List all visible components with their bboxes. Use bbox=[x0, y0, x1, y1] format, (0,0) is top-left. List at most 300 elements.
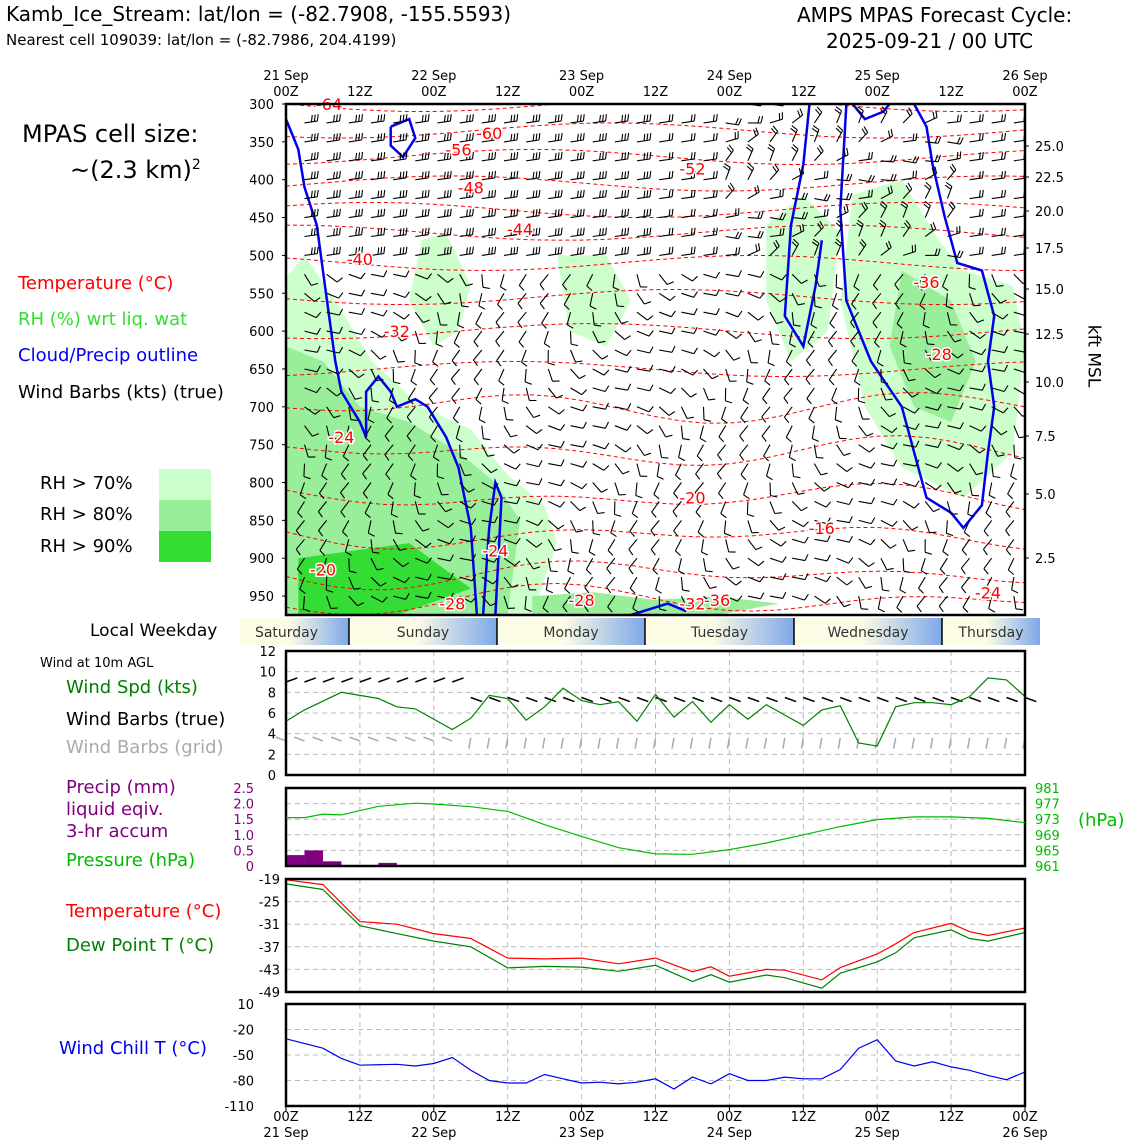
temperature-y-tick-label: -19 bbox=[258, 873, 280, 888]
true-wind-barb bbox=[711, 698, 722, 702]
wind-barb-shaft bbox=[637, 178, 650, 180]
wind-barb-shaft bbox=[704, 350, 715, 357]
true-wind-barb bbox=[397, 678, 408, 682]
wind-barb-shaft bbox=[748, 293, 760, 298]
wind-barb-flag bbox=[728, 185, 732, 191]
wind-barb bbox=[786, 426, 792, 442]
wind-barb bbox=[482, 190, 496, 199]
wind-barb-flag bbox=[474, 342, 478, 348]
wind-barb-shaft bbox=[814, 539, 827, 541]
wind-barb-shaft bbox=[659, 197, 672, 199]
wind-barb bbox=[460, 247, 474, 256]
wind-barb-flag bbox=[672, 133, 673, 140]
wind-barb-flag bbox=[982, 152, 983, 159]
wind-barb bbox=[897, 596, 903, 612]
wind-barb-flag bbox=[314, 115, 315, 122]
wind-y-tick-label: 8 bbox=[267, 686, 276, 702]
wind-barb bbox=[608, 539, 615, 555]
temperature-contour-label: -24 bbox=[482, 541, 509, 561]
legend-rh90-label: RH > 90% bbox=[40, 536, 133, 557]
wind-barb bbox=[548, 460, 564, 466]
wind-barb-flag bbox=[555, 115, 556, 122]
wind-barb-shaft bbox=[764, 445, 770, 456]
wind-barb-flag bbox=[716, 272, 720, 278]
wind-barb-shaft bbox=[659, 426, 666, 437]
weekday-day-label: Sunday bbox=[396, 625, 450, 641]
wind-barb-flag bbox=[561, 95, 562, 102]
wind-barb-flag bbox=[687, 417, 694, 418]
wind-barb-flag bbox=[694, 209, 695, 216]
wind-barb bbox=[496, 312, 504, 328]
wind-barb-shaft bbox=[837, 426, 840, 439]
grid-wind-barb bbox=[691, 738, 693, 749]
wind-barb-shaft bbox=[327, 140, 340, 142]
wind-barb-shaft bbox=[1008, 483, 1014, 494]
wind-barb-flag bbox=[694, 228, 695, 235]
true-wind-barb bbox=[434, 678, 445, 682]
wind-barb-shaft bbox=[415, 235, 428, 237]
wind-barb-flag bbox=[555, 210, 556, 217]
wind-barb-shaft bbox=[832, 388, 837, 400]
wind-barb-shaft bbox=[526, 140, 539, 142]
wind-barb-flag bbox=[403, 171, 404, 178]
wind-chill-y-tick-label: 10 bbox=[237, 998, 254, 1013]
wind-barb-shaft bbox=[371, 331, 382, 337]
wind-barb-flag bbox=[317, 133, 318, 140]
wind-barb-flag bbox=[340, 152, 341, 159]
wind-barb bbox=[881, 539, 896, 548]
wind-barb-flag bbox=[939, 587, 943, 593]
wind-barb-flag bbox=[798, 110, 801, 117]
legend-rh80-label: RH > 80% bbox=[40, 504, 133, 525]
wind-barb-shaft bbox=[526, 483, 539, 485]
true-wind-barb bbox=[600, 698, 611, 702]
wind-barb bbox=[460, 114, 474, 123]
wind-barb bbox=[438, 190, 452, 199]
wind-barb-shaft bbox=[748, 134, 759, 142]
wind-barb bbox=[919, 577, 926, 593]
wind-barb bbox=[768, 145, 775, 161]
pressure-tick-label: 850 bbox=[249, 514, 274, 530]
wind-barb-flag bbox=[606, 247, 607, 254]
wind-barb-shaft bbox=[615, 426, 627, 431]
wind-barb-flag bbox=[1002, 190, 1003, 197]
wind-barb bbox=[571, 501, 586, 510]
wind-barb-flag bbox=[514, 171, 515, 178]
wind-barb-shaft bbox=[415, 350, 416, 363]
wind-barb-shaft bbox=[548, 426, 560, 431]
wind-barb-shaft bbox=[504, 407, 506, 420]
wind-barb-flag bbox=[817, 458, 824, 459]
wind-barb-shaft bbox=[615, 140, 628, 142]
wind-barb-flag bbox=[516, 464, 521, 469]
wind-barb-shaft bbox=[615, 483, 619, 495]
wind-barb-flag bbox=[694, 308, 697, 314]
wind-barb-shaft bbox=[989, 483, 992, 496]
wind-barb bbox=[615, 445, 631, 452]
wind-barb-flag bbox=[334, 248, 335, 255]
grid-wind-barb bbox=[1005, 738, 1007, 749]
wind-barb-shaft bbox=[719, 426, 726, 437]
wind-barb-flag bbox=[492, 152, 493, 159]
wind-barb bbox=[548, 388, 563, 398]
wind-barb-flag bbox=[824, 194, 827, 200]
wind-barb bbox=[393, 114, 407, 123]
wind-barb-flag bbox=[647, 115, 648, 122]
wind-barb-flag bbox=[826, 502, 831, 507]
wind-barb-flag bbox=[694, 247, 695, 254]
wind-barb-flag bbox=[775, 513, 782, 514]
wind-barb bbox=[571, 539, 579, 553]
true-wind-barb bbox=[619, 698, 630, 702]
wind-barb-flag bbox=[560, 502, 565, 507]
wind-barb-flag bbox=[533, 172, 534, 179]
wind-barb-flag bbox=[1027, 190, 1028, 197]
wind-barb-shaft bbox=[1014, 274, 1023, 283]
wind-barb bbox=[704, 114, 718, 123]
wind-barb bbox=[961, 558, 969, 574]
wind-barb-flag bbox=[536, 190, 537, 197]
wind-barb-shaft bbox=[659, 121, 672, 123]
wind-barb bbox=[518, 293, 526, 309]
wind-barb-shaft bbox=[615, 350, 627, 356]
precip-y-tick-label: 0 bbox=[245, 860, 254, 875]
wind-barb bbox=[925, 539, 932, 554]
wind-barb-shaft bbox=[921, 558, 925, 570]
wind-barb bbox=[542, 312, 549, 328]
wind-barb bbox=[984, 520, 992, 536]
grid-wind-barb bbox=[820, 738, 822, 749]
wind-barb-flag bbox=[622, 191, 623, 198]
wind-barb-flag bbox=[871, 518, 875, 524]
wind-barb-flag bbox=[691, 209, 692, 216]
top-date-label: 23 Sep bbox=[559, 69, 605, 84]
wind-barb-flag bbox=[381, 247, 382, 254]
wind-barb-flag bbox=[962, 587, 966, 593]
wind-barb-flag bbox=[492, 209, 493, 216]
wind-barb bbox=[762, 407, 770, 423]
wind-barb-shaft bbox=[970, 216, 983, 218]
wind-barb-flag bbox=[462, 306, 469, 307]
wind-barb-flag bbox=[715, 352, 720, 357]
wind-barb-flag bbox=[736, 209, 737, 216]
wind-barb bbox=[526, 247, 540, 256]
wind-barb bbox=[814, 171, 828, 180]
wind-barb-flag bbox=[555, 134, 556, 141]
wind-barb-flag bbox=[400, 134, 401, 141]
wind-barb bbox=[460, 95, 474, 104]
wind-barb-shaft bbox=[548, 140, 561, 142]
wind-barb-flag bbox=[558, 134, 559, 141]
wind-barb-shaft bbox=[415, 331, 419, 343]
wind-barb-flag bbox=[736, 334, 741, 339]
legend-wind-speed: Wind Spd (kts) bbox=[66, 677, 198, 698]
wind-barb bbox=[806, 350, 814, 366]
wind-barb-flag bbox=[511, 435, 518, 437]
wind-barb bbox=[371, 350, 386, 359]
wind-barb-flag bbox=[671, 388, 676, 393]
wind-barb bbox=[681, 114, 695, 123]
wind-barb-flag bbox=[404, 314, 409, 319]
wind-barb-shaft bbox=[371, 293, 384, 295]
wind-barb-shaft bbox=[704, 558, 706, 571]
kft-tick-label: 12.5 bbox=[1035, 328, 1064, 343]
wind-barb-shaft bbox=[770, 170, 779, 180]
wind-barb bbox=[305, 171, 319, 180]
temperature-contour-label: -32 bbox=[679, 594, 706, 614]
wind-barb bbox=[748, 231, 763, 238]
wind-barb-flag bbox=[907, 110, 911, 116]
wind-barb-flag bbox=[378, 210, 379, 217]
wind-barb-flag bbox=[914, 503, 919, 508]
wind-barb-flag bbox=[425, 115, 426, 122]
wind-barb bbox=[636, 483, 643, 498]
legend-wind-grid: Wind Barbs (grid) bbox=[66, 737, 224, 758]
wind-barb-flag bbox=[1002, 134, 1003, 141]
wind-barb-flag bbox=[691, 115, 692, 122]
wind-barb-flag bbox=[983, 549, 987, 555]
true-wind-barb bbox=[378, 678, 389, 682]
wind-barb bbox=[571, 209, 585, 218]
wind-barb bbox=[748, 116, 763, 123]
wind-barb-flag bbox=[761, 271, 764, 277]
wind-barb-flag bbox=[533, 248, 534, 255]
wind-barb bbox=[571, 133, 585, 142]
wind-barb-shaft bbox=[659, 235, 672, 237]
wind-barb-flag bbox=[580, 115, 581, 122]
wind-barb-shaft bbox=[792, 577, 805, 580]
wind-barb-shaft bbox=[482, 254, 495, 256]
wind-barb-flag bbox=[694, 152, 695, 159]
wind-barb-shaft bbox=[1006, 539, 1014, 550]
wind-barb-shaft bbox=[881, 539, 890, 548]
wind-barb bbox=[859, 577, 872, 588]
wind-barb-flag bbox=[406, 228, 407, 235]
wind-barb-shaft bbox=[637, 464, 640, 477]
wind-barb-flag bbox=[644, 302, 651, 304]
wind-barb-shaft bbox=[704, 274, 717, 278]
wind-barb-flag bbox=[666, 435, 673, 437]
wind-barb bbox=[637, 152, 651, 161]
wind-barb-shaft bbox=[430, 369, 437, 380]
temperature-contour-label: -20 bbox=[679, 488, 706, 508]
wind-barb-flag bbox=[871, 479, 874, 485]
wind-barb-shaft bbox=[792, 596, 804, 600]
wind-barb-flag bbox=[514, 152, 515, 159]
wind-barb bbox=[726, 577, 742, 585]
true-wind-barb bbox=[563, 698, 574, 702]
wind-barb bbox=[430, 369, 437, 385]
wind-barb-shaft bbox=[992, 140, 1005, 142]
true-wind-barb bbox=[323, 678, 334, 682]
wind-barb-flag bbox=[470, 96, 471, 103]
wind-barb-flag bbox=[600, 210, 601, 217]
wind-barb bbox=[792, 520, 808, 526]
wind-barb bbox=[859, 175, 875, 182]
wind-barb-flag bbox=[725, 401, 732, 403]
wind-barb-shaft bbox=[881, 483, 894, 485]
kft-tick-label: 25.0 bbox=[1035, 140, 1064, 155]
wind-barb-flag bbox=[384, 209, 385, 216]
wind-barb-shaft bbox=[637, 197, 650, 199]
wind-barb-flag bbox=[561, 441, 564, 447]
wind-barb-flag bbox=[555, 191, 556, 198]
wind-barb-shaft bbox=[992, 178, 1005, 180]
wind-barb-flag bbox=[984, 569, 988, 575]
wind-barb bbox=[970, 228, 984, 237]
wind-barb-flag bbox=[760, 576, 764, 582]
wind-barb-flag bbox=[378, 134, 379, 141]
wind-barb-shaft bbox=[452, 350, 460, 361]
wind-barb-flag bbox=[980, 171, 981, 178]
wind-barb-flag bbox=[719, 493, 724, 498]
wind-barb bbox=[433, 350, 439, 366]
wind-barb-shaft bbox=[571, 445, 584, 447]
wind-barb-shaft bbox=[411, 369, 415, 381]
wind-barb bbox=[925, 111, 937, 123]
wind-barb bbox=[812, 126, 819, 142]
wind-chill-y-tick-label: -50 bbox=[232, 1049, 254, 1064]
wind-barb bbox=[393, 312, 409, 319]
bottom-hour-label: 12Z bbox=[347, 1110, 373, 1125]
wind-barb-flag bbox=[579, 375, 585, 378]
wind-barb bbox=[770, 539, 786, 546]
wind-barb bbox=[704, 247, 718, 256]
station-title: Kamb_Ice_Stream: lat/lon = (-82.7908, -155.5593) bbox=[6, 2, 512, 26]
wind-barb-flag bbox=[359, 152, 360, 159]
wind-barb-flag bbox=[716, 209, 717, 216]
wind-barb-flag bbox=[758, 212, 760, 219]
wind-barb-shaft bbox=[479, 407, 482, 420]
wind-barb bbox=[900, 577, 906, 593]
wind-barb-shaft bbox=[548, 407, 559, 414]
wind-barb bbox=[726, 539, 736, 552]
wind-barb-shaft bbox=[807, 388, 815, 399]
wind-barb-shaft bbox=[637, 140, 650, 142]
wind-barb-shaft bbox=[878, 596, 881, 609]
wind-barb-flag bbox=[844, 206, 846, 213]
wind-barb bbox=[814, 145, 823, 161]
temperature-y-tick-label: -31 bbox=[258, 918, 280, 934]
wind-barb-shaft bbox=[496, 312, 504, 322]
wind-barb bbox=[659, 171, 673, 180]
wind-barb bbox=[903, 171, 916, 180]
wind-barb-flag bbox=[739, 247, 740, 254]
wind-barb-flag bbox=[611, 533, 617, 537]
wind-barb bbox=[615, 228, 629, 237]
wind-barb bbox=[943, 539, 949, 555]
wind-barb-flag bbox=[628, 247, 629, 254]
wind-barb bbox=[984, 558, 992, 574]
wind-barb-shaft bbox=[637, 293, 644, 304]
temperature-contour-label: -64 bbox=[316, 95, 343, 114]
wind-barb-shaft bbox=[615, 445, 626, 452]
wind-barb-shaft bbox=[349, 274, 361, 278]
wind-barb-flag bbox=[359, 190, 360, 197]
wind-barb bbox=[704, 388, 716, 400]
wind-barb-flag bbox=[716, 133, 717, 140]
wind-barb-shaft bbox=[828, 331, 836, 341]
wind-barb bbox=[659, 346, 675, 352]
wind-barb-flag bbox=[724, 164, 730, 168]
wind-barb-flag bbox=[780, 190, 781, 197]
wind-barb-shaft bbox=[679, 558, 682, 571]
wind-barb-flag bbox=[479, 420, 485, 423]
true-wind-barb bbox=[803, 698, 814, 702]
wind-barb-shaft bbox=[704, 254, 717, 256]
wind-barb-flag bbox=[381, 115, 382, 122]
wind-barb-shaft bbox=[789, 445, 792, 458]
wind-barb bbox=[859, 518, 875, 524]
wind-barb-flag bbox=[1027, 327, 1030, 333]
wind-barb-shaft bbox=[304, 464, 305, 477]
wind-barb-flag bbox=[621, 322, 628, 324]
wind-barb-flag bbox=[672, 114, 673, 121]
wind-barb-flag bbox=[561, 190, 562, 197]
wind-barb bbox=[593, 190, 607, 199]
wind-barb-shaft bbox=[681, 388, 690, 397]
wind-barb bbox=[792, 537, 808, 543]
wind-barb-flag bbox=[936, 485, 941, 490]
wind-barb-shaft bbox=[765, 369, 770, 381]
wind-barb-flag bbox=[739, 232, 742, 238]
wind-barb-flag bbox=[644, 229, 645, 236]
wind-barb-flag bbox=[828, 360, 832, 366]
legend-pressure: Pressure (hPa) bbox=[66, 850, 196, 871]
wind-barb-shaft bbox=[859, 558, 869, 566]
wind-barb bbox=[704, 272, 720, 278]
wind-barb bbox=[726, 247, 740, 255]
wind-barb-shaft bbox=[637, 350, 650, 353]
wind-barb bbox=[593, 483, 608, 493]
true-wind-barb bbox=[785, 698, 796, 702]
wind-barb bbox=[593, 228, 607, 237]
wind-barb bbox=[659, 190, 673, 199]
wind-barb-flag bbox=[773, 166, 777, 172]
wind-barb-shaft bbox=[814, 558, 827, 561]
wind-barb-shaft bbox=[859, 464, 871, 469]
wind-barb bbox=[637, 171, 651, 180]
wind-barb-flag bbox=[583, 133, 584, 140]
wind-barb-flag bbox=[603, 171, 604, 178]
wind-barb-shaft bbox=[1008, 558, 1014, 570]
wind-barb-flag bbox=[425, 134, 426, 141]
precip-y-tick-label: 2.0 bbox=[233, 797, 254, 813]
wind-barb bbox=[659, 388, 675, 394]
wind-barb-flag bbox=[650, 228, 651, 235]
wind-barb-flag bbox=[628, 228, 629, 235]
wind-barb-shaft bbox=[903, 92, 908, 104]
wind-barb-flag bbox=[844, 90, 847, 97]
wind-barb-flag bbox=[555, 96, 556, 103]
wind-barb-shaft bbox=[837, 520, 850, 522]
wind-barb-flag bbox=[736, 581, 742, 585]
wind-barb bbox=[548, 190, 562, 199]
wind-barb-flag bbox=[603, 115, 604, 122]
wind-barb-flag bbox=[921, 571, 927, 575]
wind-barb-flag bbox=[539, 228, 540, 235]
wind-barb bbox=[947, 202, 955, 218]
wind-barb bbox=[792, 145, 799, 161]
wind-barb-shaft bbox=[704, 577, 710, 588]
wind-barb-shaft bbox=[415, 197, 428, 199]
wind-barb bbox=[947, 137, 963, 144]
wind-barb-flag bbox=[533, 96, 534, 103]
wind-barb-flag bbox=[647, 247, 648, 254]
wind-barb bbox=[548, 209, 562, 218]
wind-barb-flag bbox=[604, 370, 609, 375]
wind-barb-shaft bbox=[837, 464, 847, 472]
